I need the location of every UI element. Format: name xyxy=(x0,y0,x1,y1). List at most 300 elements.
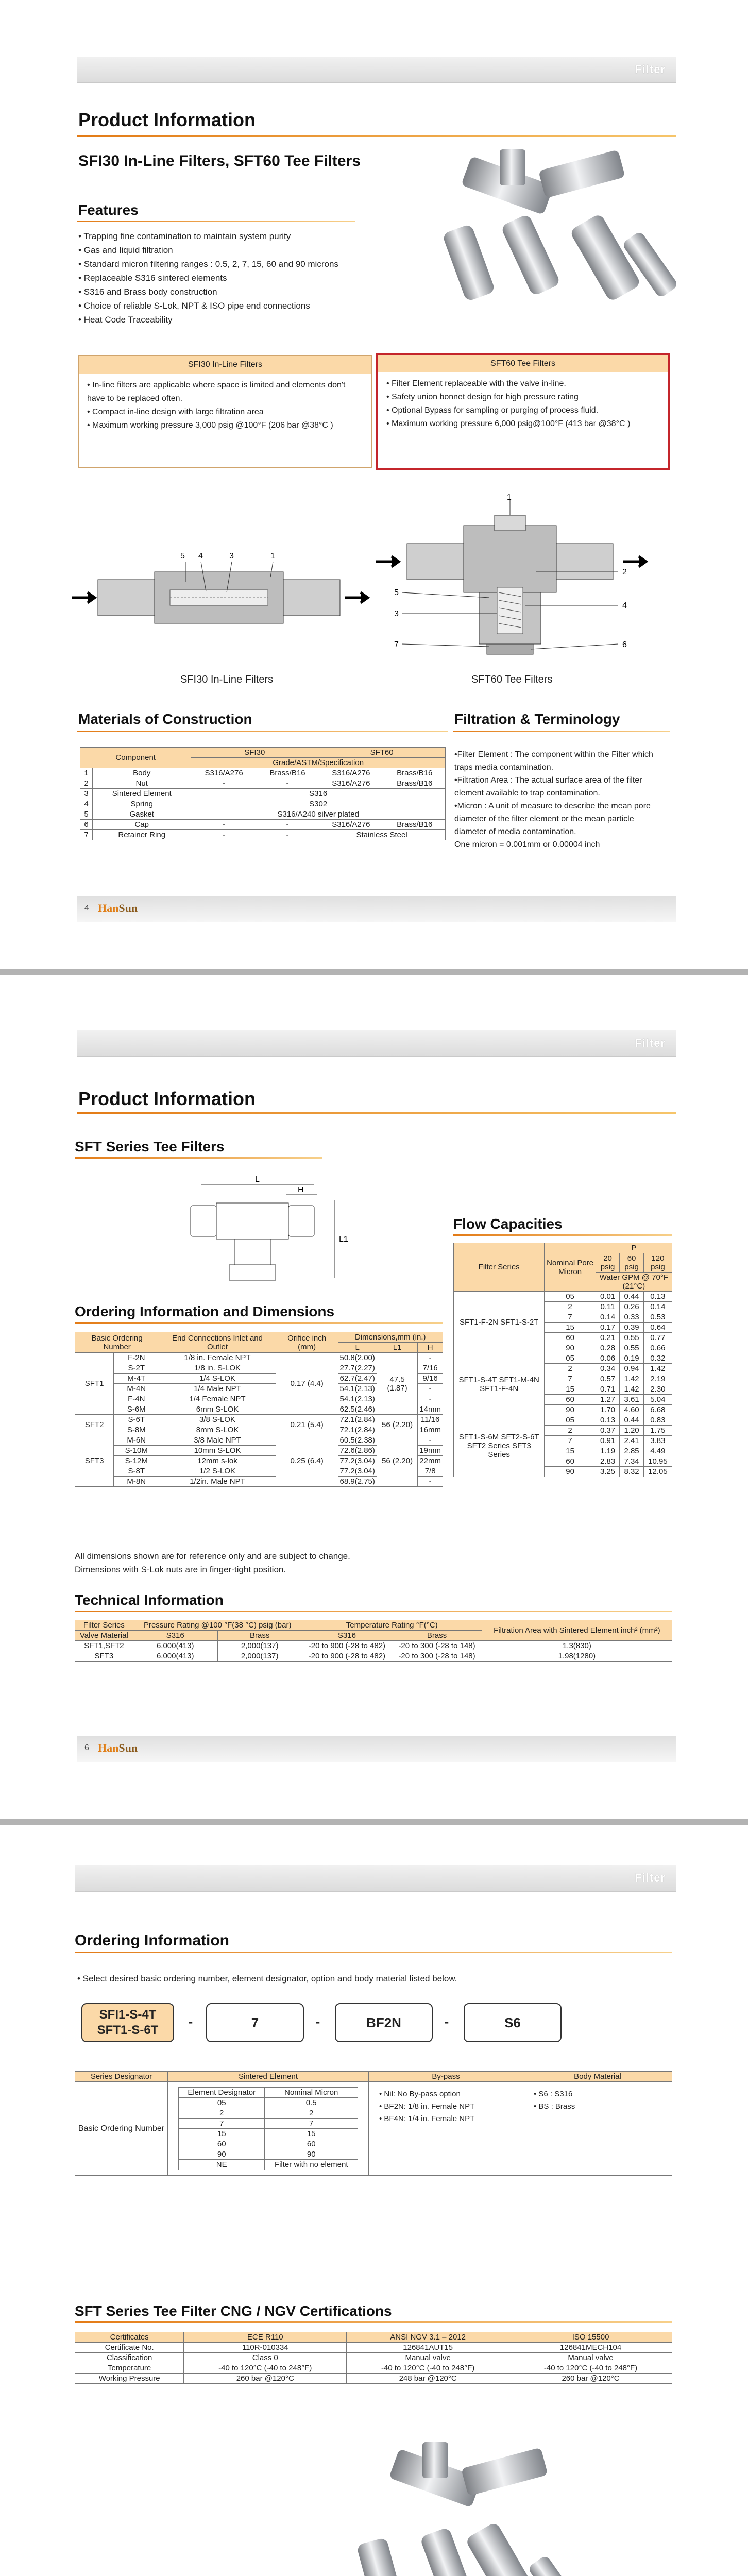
table-cell: 19mm xyxy=(418,1446,443,1456)
page-separator xyxy=(0,969,748,975)
materials-rule xyxy=(77,731,448,732)
mt-sft60-header: SFT60 xyxy=(318,748,446,758)
callout-1: 1 xyxy=(507,493,512,502)
table-cell: 6.68 xyxy=(643,1405,672,1415)
header-label: Filter xyxy=(635,1871,666,1884)
page-footer xyxy=(77,1736,676,1762)
table-cell: 1.3(830) xyxy=(482,1641,672,1651)
table-cell: 3.61 xyxy=(620,1395,644,1405)
table-cell: 05 xyxy=(545,1292,596,1302)
table-cell: 60.5(2.38) xyxy=(338,1435,377,1446)
table-cell: 1/2in. Male NPT xyxy=(159,1477,276,1487)
table-header-cell: ECE R110 xyxy=(184,2332,347,2343)
tee-filter-box xyxy=(376,353,670,470)
table-header-cell: 20 psig xyxy=(596,1253,620,1273)
table-cell: NE xyxy=(179,2160,265,2170)
table-cell: 0.34 xyxy=(596,1364,620,1374)
cert-heading: SFT Series Tee Filter CNG / NGV Certifications xyxy=(75,2303,392,2319)
order-bypass-box: BF2N xyxy=(335,2003,433,2042)
table-cell: 12mm s-lok xyxy=(159,1456,276,1466)
table-cell: 77.2(3.04) xyxy=(338,1466,377,1477)
table-cell: 2,000(137) xyxy=(217,1641,302,1651)
table-cell: Certificate No. xyxy=(75,2343,184,2353)
inline-box-item: • Maximum working pressure 3,000 psig @100°F (206 bar @38°C ) xyxy=(87,419,363,432)
table-cell: Gasket xyxy=(93,809,191,820)
table-row xyxy=(75,2353,672,2363)
table-cell: 1/8 in. S-LOK xyxy=(159,1363,276,1374)
table-row xyxy=(179,2160,358,2170)
tee-caption: SFT60 Tee Filters xyxy=(471,674,553,685)
mt-grade-header: Grade/ASTM/Specification xyxy=(191,758,446,768)
table-cell: 0.19 xyxy=(620,1353,644,1364)
table-row xyxy=(75,2363,672,2374)
mt-component-header: Component xyxy=(80,748,191,768)
table-cell: 0.14 xyxy=(643,1302,672,1312)
tee-box-item: • Safety union bonnet design for high pressure rating xyxy=(386,391,659,404)
table-row xyxy=(75,2374,672,2384)
table-cell: Element Designator xyxy=(179,2088,265,2098)
order-element-box: 7 xyxy=(206,2003,304,2042)
table-cell: 2.85 xyxy=(620,1446,644,1456)
tee-box-item: • Filter Element replaceable with the valve in-line. xyxy=(386,377,659,391)
table-cell: M-8N xyxy=(114,1477,159,1487)
table-cell: Stainless Steel xyxy=(318,830,446,840)
table-header-cell: 60 psig xyxy=(620,1253,644,1273)
table-cell: 11/16 xyxy=(418,1415,443,1425)
table-header-cell: Body Material xyxy=(523,2072,672,2082)
table-cell: 77.2(3.04) xyxy=(338,1456,377,1466)
product-photo xyxy=(330,2442,598,2576)
table-cell: 0.94 xyxy=(620,1364,644,1374)
page-3 xyxy=(0,1829,748,2576)
table-cell: 1/4 Female NPT xyxy=(159,1394,276,1404)
page-1 xyxy=(0,0,748,914)
table-cell: 0.44 xyxy=(620,1415,644,1426)
materials-heading: Materials of Construction xyxy=(78,711,252,727)
ot-end-header: End Connections Inlet and Outlet xyxy=(159,1332,276,1353)
table-cell: S316/A276 xyxy=(318,820,384,830)
table-header-cell: 120 psig xyxy=(643,1253,672,1273)
table-cell: 2.30 xyxy=(643,1384,672,1395)
table-cell: 2.41 xyxy=(620,1436,644,1446)
table-header-cell: S316 xyxy=(302,1631,392,1641)
table-cell: Sintered Element xyxy=(93,789,191,799)
tee-box-item: • Optional Bypass for sampling or purging of process fluid. xyxy=(386,404,659,417)
table-cell: 9/16 xyxy=(418,1374,443,1384)
table-cell: 90 xyxy=(545,1467,596,1477)
order-series-box: SFI1-S-4T SFT1-S-6T xyxy=(81,2003,174,2042)
table-cell: 72.6(2.86) xyxy=(338,1446,377,1456)
page-title: Product Information xyxy=(78,109,256,130)
table-header-cell: Filtration Area with Sintered Element inch² (mm²) xyxy=(482,1620,672,1641)
table-cell: - xyxy=(257,778,318,789)
product-subtitle: SFI30 In-Line Filters, SFT60 Tee Filters xyxy=(78,152,361,170)
table-cell: Manual valve xyxy=(509,2353,672,2363)
table-header-cell: Brass xyxy=(392,1631,482,1641)
callout-5: 5 xyxy=(394,588,399,597)
term-filter-element: •Filter Element : The component within the Filter which traps media contamination. xyxy=(454,750,653,772)
table-cell: 0.64 xyxy=(643,1323,672,1333)
table-cell: 50.8(2.00) xyxy=(338,1353,377,1363)
table-cell: 7 xyxy=(80,830,93,840)
table-cell: 05 xyxy=(545,1415,596,1426)
table-cell: 1.70 xyxy=(596,1405,620,1415)
feature-item: • Trapping fine contamination to maintain system purity xyxy=(78,229,338,243)
table-cell: 47.5 (1.87) xyxy=(377,1353,417,1415)
table-cell: SFT1 xyxy=(75,1353,114,1415)
table-row xyxy=(80,820,446,830)
table-cell: 05 xyxy=(545,1353,596,1364)
table-header-cell: Filter Series xyxy=(454,1243,545,1292)
page-number: 4 xyxy=(84,904,89,912)
element-table xyxy=(178,2087,358,2170)
table-cell: -20 to 900 (-28 to 482) xyxy=(302,1651,392,1662)
feature-item: • Replaceable S316 sintered elements xyxy=(78,271,338,285)
filtration-rule xyxy=(453,731,670,732)
table-cell: Brass/B16 xyxy=(257,768,318,778)
table-cell: S316/A276 xyxy=(318,778,384,789)
ot-orifice-header: Orifice inch (mm) xyxy=(276,1332,338,1353)
table-row xyxy=(179,2149,358,2160)
table-cell: 0.17 (4.4) xyxy=(276,1353,338,1415)
features-rule xyxy=(77,221,355,222)
callout-3: 3 xyxy=(229,552,234,561)
table-cell: M-4N xyxy=(114,1384,159,1394)
table-cell: 6,000(413) xyxy=(133,1651,217,1662)
bypass-options: • Nil: No By-pass option • BF2N: 1/8 in. Female NPT • BF4N: 1/4 in. Female NPT xyxy=(369,2082,523,2176)
ordering-table xyxy=(75,1332,443,1487)
features-heading: Features xyxy=(78,202,139,218)
table-cell: 110R-010334 xyxy=(184,2343,347,2353)
page-header xyxy=(77,57,676,83)
table-cell: - xyxy=(191,820,257,830)
table-row xyxy=(75,1651,672,1662)
table-cell: 62.5(2.46) xyxy=(338,1404,377,1415)
term-micron: •Micron : A unit of measure to describe the mean pore diameter of the filter element or the mean particle diameter of media contamination. xyxy=(454,802,651,836)
table-cell: 0.21 xyxy=(596,1333,620,1343)
series-label: Basic Ordering Number xyxy=(75,2082,168,2176)
table-row xyxy=(80,789,446,799)
table-cell: S302 xyxy=(191,799,446,809)
table-header-cell: By-pass xyxy=(369,2072,523,2082)
mt-sfi30-header: SFI30 xyxy=(191,748,318,758)
table-row xyxy=(80,799,446,809)
table-cell: 8mm S-LOK xyxy=(159,1425,276,1435)
tee-dimension-drawing xyxy=(185,1175,402,1293)
table-cell: 0.17 xyxy=(596,1323,620,1333)
inline-caption: SFI30 In-Line Filters xyxy=(180,674,274,685)
table-header-cell: Valve Material xyxy=(75,1631,133,1641)
ordering-intro: • Select desired basic ordering number, element designator, option and body material listed below. xyxy=(77,1974,457,1984)
table-cell: 0.37 xyxy=(596,1426,620,1436)
table-cell: 56 (2.20) xyxy=(377,1435,417,1487)
table-cell: 1.20 xyxy=(620,1426,644,1436)
table-cell: M-4T xyxy=(114,1374,159,1384)
table-cell: 7.34 xyxy=(620,1456,644,1467)
callout-5: 5 xyxy=(180,552,185,561)
table-cell: Retainer Ring xyxy=(93,830,191,840)
table-row xyxy=(179,2139,358,2149)
table-cell: 1/2 S-LOK xyxy=(159,1466,276,1477)
table-header-cell: L xyxy=(338,1343,377,1353)
table-cell: SFT2 xyxy=(75,1415,114,1435)
body-options: • S6 : S316 • BS : Brass xyxy=(523,2082,672,2176)
flow-table xyxy=(453,1243,672,1477)
table-cell: 0.53 xyxy=(643,1312,672,1323)
table-cell: 6mm S-LOK xyxy=(159,1404,276,1415)
inline-box-item: • Compact in-line design with large filtration area xyxy=(87,405,363,419)
table-cell: 0.26 xyxy=(620,1302,644,1312)
table-cell: 3.83 xyxy=(643,1436,672,1446)
callout-6: 6 xyxy=(622,640,627,649)
ordering-heading: Ordering Information and Dimensions xyxy=(75,1303,335,1319)
table-cell: 12.05 xyxy=(643,1467,672,1477)
table-cell: Manual valve xyxy=(347,2353,509,2363)
table-cell: 7 xyxy=(265,2119,358,2129)
table-row xyxy=(179,2098,358,2108)
table-cell: 8.32 xyxy=(620,1467,644,1477)
table-cell: 54.1(2.13) xyxy=(338,1394,377,1404)
table-row xyxy=(75,1353,443,1363)
table-cell: - xyxy=(257,820,318,830)
table-cell: 0.21 (5.4) xyxy=(276,1415,338,1435)
table-cell: Spring xyxy=(93,799,191,809)
table-cell: 15 xyxy=(265,2129,358,2139)
table-cell: 1/8 in. Female NPT xyxy=(159,1353,276,1363)
table-cell: 60 xyxy=(545,1395,596,1405)
cert-rule xyxy=(75,2321,672,2323)
callout-3: 3 xyxy=(394,609,399,618)
inline-filter-box xyxy=(78,355,372,468)
table-cell: 248 bar @120°C xyxy=(347,2374,509,2384)
features-list xyxy=(78,229,338,327)
table-cell: - xyxy=(418,1435,443,1446)
callout-4: 4 xyxy=(198,552,203,561)
table-cell: 10.95 xyxy=(643,1456,672,1467)
table-cell: 2 xyxy=(179,2108,265,2119)
table-cell: S-6M xyxy=(114,1404,159,1415)
table-header-cell: Brass xyxy=(217,1631,302,1641)
table-row xyxy=(80,809,446,820)
table-cell: 2 xyxy=(545,1364,596,1374)
table-cell: 1.42 xyxy=(620,1374,644,1384)
table-header-cell: ISO 15500 xyxy=(509,2332,672,2343)
table-cell: S316/A276 xyxy=(318,768,384,778)
table-row xyxy=(75,2343,672,2353)
table-cell: S-2T xyxy=(114,1363,159,1374)
tee-box-title: SFT60 Tee Filters xyxy=(378,355,668,372)
table-row xyxy=(179,2129,358,2139)
table-cell: 90 xyxy=(545,1343,596,1353)
table-cell: 7 xyxy=(545,1312,596,1323)
table-cell: 7 xyxy=(545,1374,596,1384)
table-cell: 3.25 xyxy=(596,1467,620,1477)
term-micron-conversion: One micron = 0.001mm or 0.00004 inch xyxy=(454,840,600,849)
table-cell: Nut xyxy=(93,778,191,789)
page-title: Product Information xyxy=(78,1088,256,1109)
table-cell: 1.19 xyxy=(596,1446,620,1456)
table-cell: 0.55 xyxy=(620,1343,644,1353)
table-cell xyxy=(168,2082,369,2176)
feature-item: • Gas and liquid filtration xyxy=(78,243,338,257)
table-cell: 90 xyxy=(179,2149,265,2160)
table-cell: 2 xyxy=(545,1302,596,1312)
series-rule xyxy=(75,1157,322,1159)
flow-rule xyxy=(453,1234,672,1236)
table-cell: S316/A240 silver plated xyxy=(191,809,446,820)
table-cell: -40 to 120°C (-40 to 248°F) xyxy=(184,2363,347,2374)
order-dash: - xyxy=(444,2013,449,2029)
table-row xyxy=(179,2108,358,2119)
table-row xyxy=(454,1415,672,1426)
table-cell: 60 xyxy=(545,1333,596,1343)
product-photo xyxy=(422,139,670,325)
callout-7: 7 xyxy=(394,640,399,649)
table-cell: 0.91 xyxy=(596,1436,620,1446)
table-cell: 126841MECH104 xyxy=(509,2343,672,2353)
table-cell: M-6N xyxy=(114,1435,159,1446)
table-cell: 05 xyxy=(179,2098,265,2108)
table-cell: 0.57 xyxy=(596,1374,620,1384)
table-cell: - xyxy=(191,830,257,840)
table-cell: SFT3 xyxy=(75,1435,114,1487)
table-cell: 2 xyxy=(265,2108,358,2119)
table-cell: 0.25 (6.4) xyxy=(276,1435,338,1487)
table-cell: 2 xyxy=(80,778,93,789)
table-cell: 27.7(2.27) xyxy=(338,1363,377,1374)
table-cell: 0.01 xyxy=(596,1292,620,1302)
table-cell: Working Pressure xyxy=(75,2374,184,2384)
dim-L1: L1 xyxy=(339,1235,348,1244)
table-cell: Class 0 xyxy=(184,2353,347,2363)
table-header-cell: Certificates xyxy=(75,2332,184,2343)
table-cell: 260 bar @120°C xyxy=(184,2374,347,2384)
table-cell: 0.44 xyxy=(620,1292,644,1302)
table-cell: S316/A276 xyxy=(191,768,257,778)
dim-H: H xyxy=(298,1185,304,1194)
table-header-cell: P xyxy=(596,1243,672,1253)
materials-table xyxy=(80,747,446,840)
table-cell: 1.42 xyxy=(643,1364,672,1374)
page-header xyxy=(75,1865,676,1892)
table-header-cell: Water GPM @ 70°F (21°C) xyxy=(596,1273,672,1292)
table-cell: 7 xyxy=(545,1436,596,1446)
table-cell: S-8M xyxy=(114,1425,159,1435)
page-separator xyxy=(0,1819,748,1825)
table-cell: 1.75 xyxy=(643,1426,672,1436)
table-cell: 1.42 xyxy=(620,1384,644,1395)
table-row xyxy=(75,1435,443,1446)
table-cell: SFT1-S-4T SFT1-M-4N SFT1-F-4N xyxy=(454,1353,545,1415)
table-header-cell: Nominal Pore Micron xyxy=(545,1243,596,1292)
table-cell: 90 xyxy=(545,1405,596,1415)
table-cell: 3 xyxy=(80,789,93,799)
table-cell: Nominal Micron xyxy=(265,2088,358,2098)
table-cell: 72.1(2.84) xyxy=(338,1425,377,1435)
table-cell: 15 xyxy=(545,1323,596,1333)
table-header-cell: Pressure Rating @100 °F(38 °C) psig (bar) xyxy=(133,1620,302,1631)
table-cell: 5 xyxy=(80,809,93,820)
table-cell: 0.83 xyxy=(643,1415,672,1426)
table-header-cell: Sintered Element xyxy=(168,2072,369,2082)
table-cell: - xyxy=(418,1353,443,1363)
filtration-heading: Filtration & Terminology xyxy=(454,711,620,727)
table-cell: Temperature xyxy=(75,2363,184,2374)
order-body-box: S6 xyxy=(464,2003,562,2042)
title-rule xyxy=(75,1952,672,1953)
table-header-cell: S316 xyxy=(133,1631,217,1641)
feature-item: • Standard micron filtering ranges : 0.5, 2, 7, 15, 60 and 90 microns xyxy=(78,257,338,271)
table-cell: Brass/B16 xyxy=(384,820,446,830)
table-cell: 0.28 xyxy=(596,1343,620,1353)
table-row xyxy=(75,1415,443,1425)
tech-table xyxy=(75,1620,672,1662)
tech-rule xyxy=(75,1611,672,1612)
title-rule xyxy=(77,135,676,137)
table-cell: - xyxy=(418,1384,443,1394)
inline-box-title: SFI30 In-Line Filters xyxy=(79,356,371,374)
table-cell: 10mm S-LOK xyxy=(159,1446,276,1456)
table-row xyxy=(179,2119,358,2129)
table-cell: 3/8 S-LOK xyxy=(159,1415,276,1425)
table-cell: Brass/B16 xyxy=(384,778,446,789)
table-cell: -40 to 120°C (-40 to 248°F) xyxy=(347,2363,509,2374)
table-cell: - xyxy=(418,1477,443,1487)
table-cell: -20 to 300 (-28 to 148) xyxy=(392,1641,482,1651)
table-cell: 4.60 xyxy=(620,1405,644,1415)
table-cell: 60 xyxy=(265,2139,358,2149)
table-cell: - xyxy=(257,830,318,840)
table-row xyxy=(75,1641,672,1651)
table-row xyxy=(454,1292,672,1302)
table-cell: 15 xyxy=(179,2129,265,2139)
filtration-text xyxy=(454,748,668,851)
table-cell: F-2N xyxy=(114,1353,159,1363)
table-cell: 0.55 xyxy=(620,1333,644,1343)
ordering-spec-table xyxy=(75,2071,672,2176)
ot-dim-header: Dimensions,mm (in.) xyxy=(338,1332,443,1343)
table-cell: SFT1-S-6M SFT2-S-6T SFT2 Series SFT3 Series xyxy=(454,1415,545,1477)
tech-heading: Technical Information xyxy=(75,1592,224,1608)
table-cell: S-12M xyxy=(114,1456,159,1466)
title-rule xyxy=(77,1112,676,1114)
table-cell: 3/8 Male NPT xyxy=(159,1435,276,1446)
table-cell: 7/16 xyxy=(418,1363,443,1374)
table-row xyxy=(80,768,446,778)
table-cell: SFT1,SFT2 xyxy=(75,1641,133,1651)
table-cell: S-8T xyxy=(114,1466,159,1477)
table-cell: 1 xyxy=(80,768,93,778)
table-cell: 0.66 xyxy=(643,1343,672,1353)
page-footer xyxy=(77,896,676,922)
ot-basic-header: Basic Ordering Number xyxy=(75,1332,159,1353)
table-cell: SFT3 xyxy=(75,1651,133,1662)
table-cell: 0.13 xyxy=(643,1292,672,1302)
hansun-logo: HanSun xyxy=(98,902,138,914)
table-header-cell: Filter Series xyxy=(75,1620,133,1631)
table-cell: Body xyxy=(93,768,191,778)
table-cell: 6 xyxy=(80,820,93,830)
table-header-cell: H xyxy=(418,1343,443,1353)
page-2 xyxy=(0,979,748,1886)
table-cell: 126841AUT15 xyxy=(347,2343,509,2353)
table-cell: S316 xyxy=(191,789,446,799)
table-cell: Cap xyxy=(93,820,191,830)
table-cell: 54.1(2.13) xyxy=(338,1384,377,1394)
table-cell: - xyxy=(191,778,257,789)
ordering-notes: All dimensions shown are for reference only and are subject to change. Dimensions with S-Lok nuts are in finger-tight position. xyxy=(75,1551,350,1574)
table-cell: 16mm xyxy=(418,1425,443,1435)
